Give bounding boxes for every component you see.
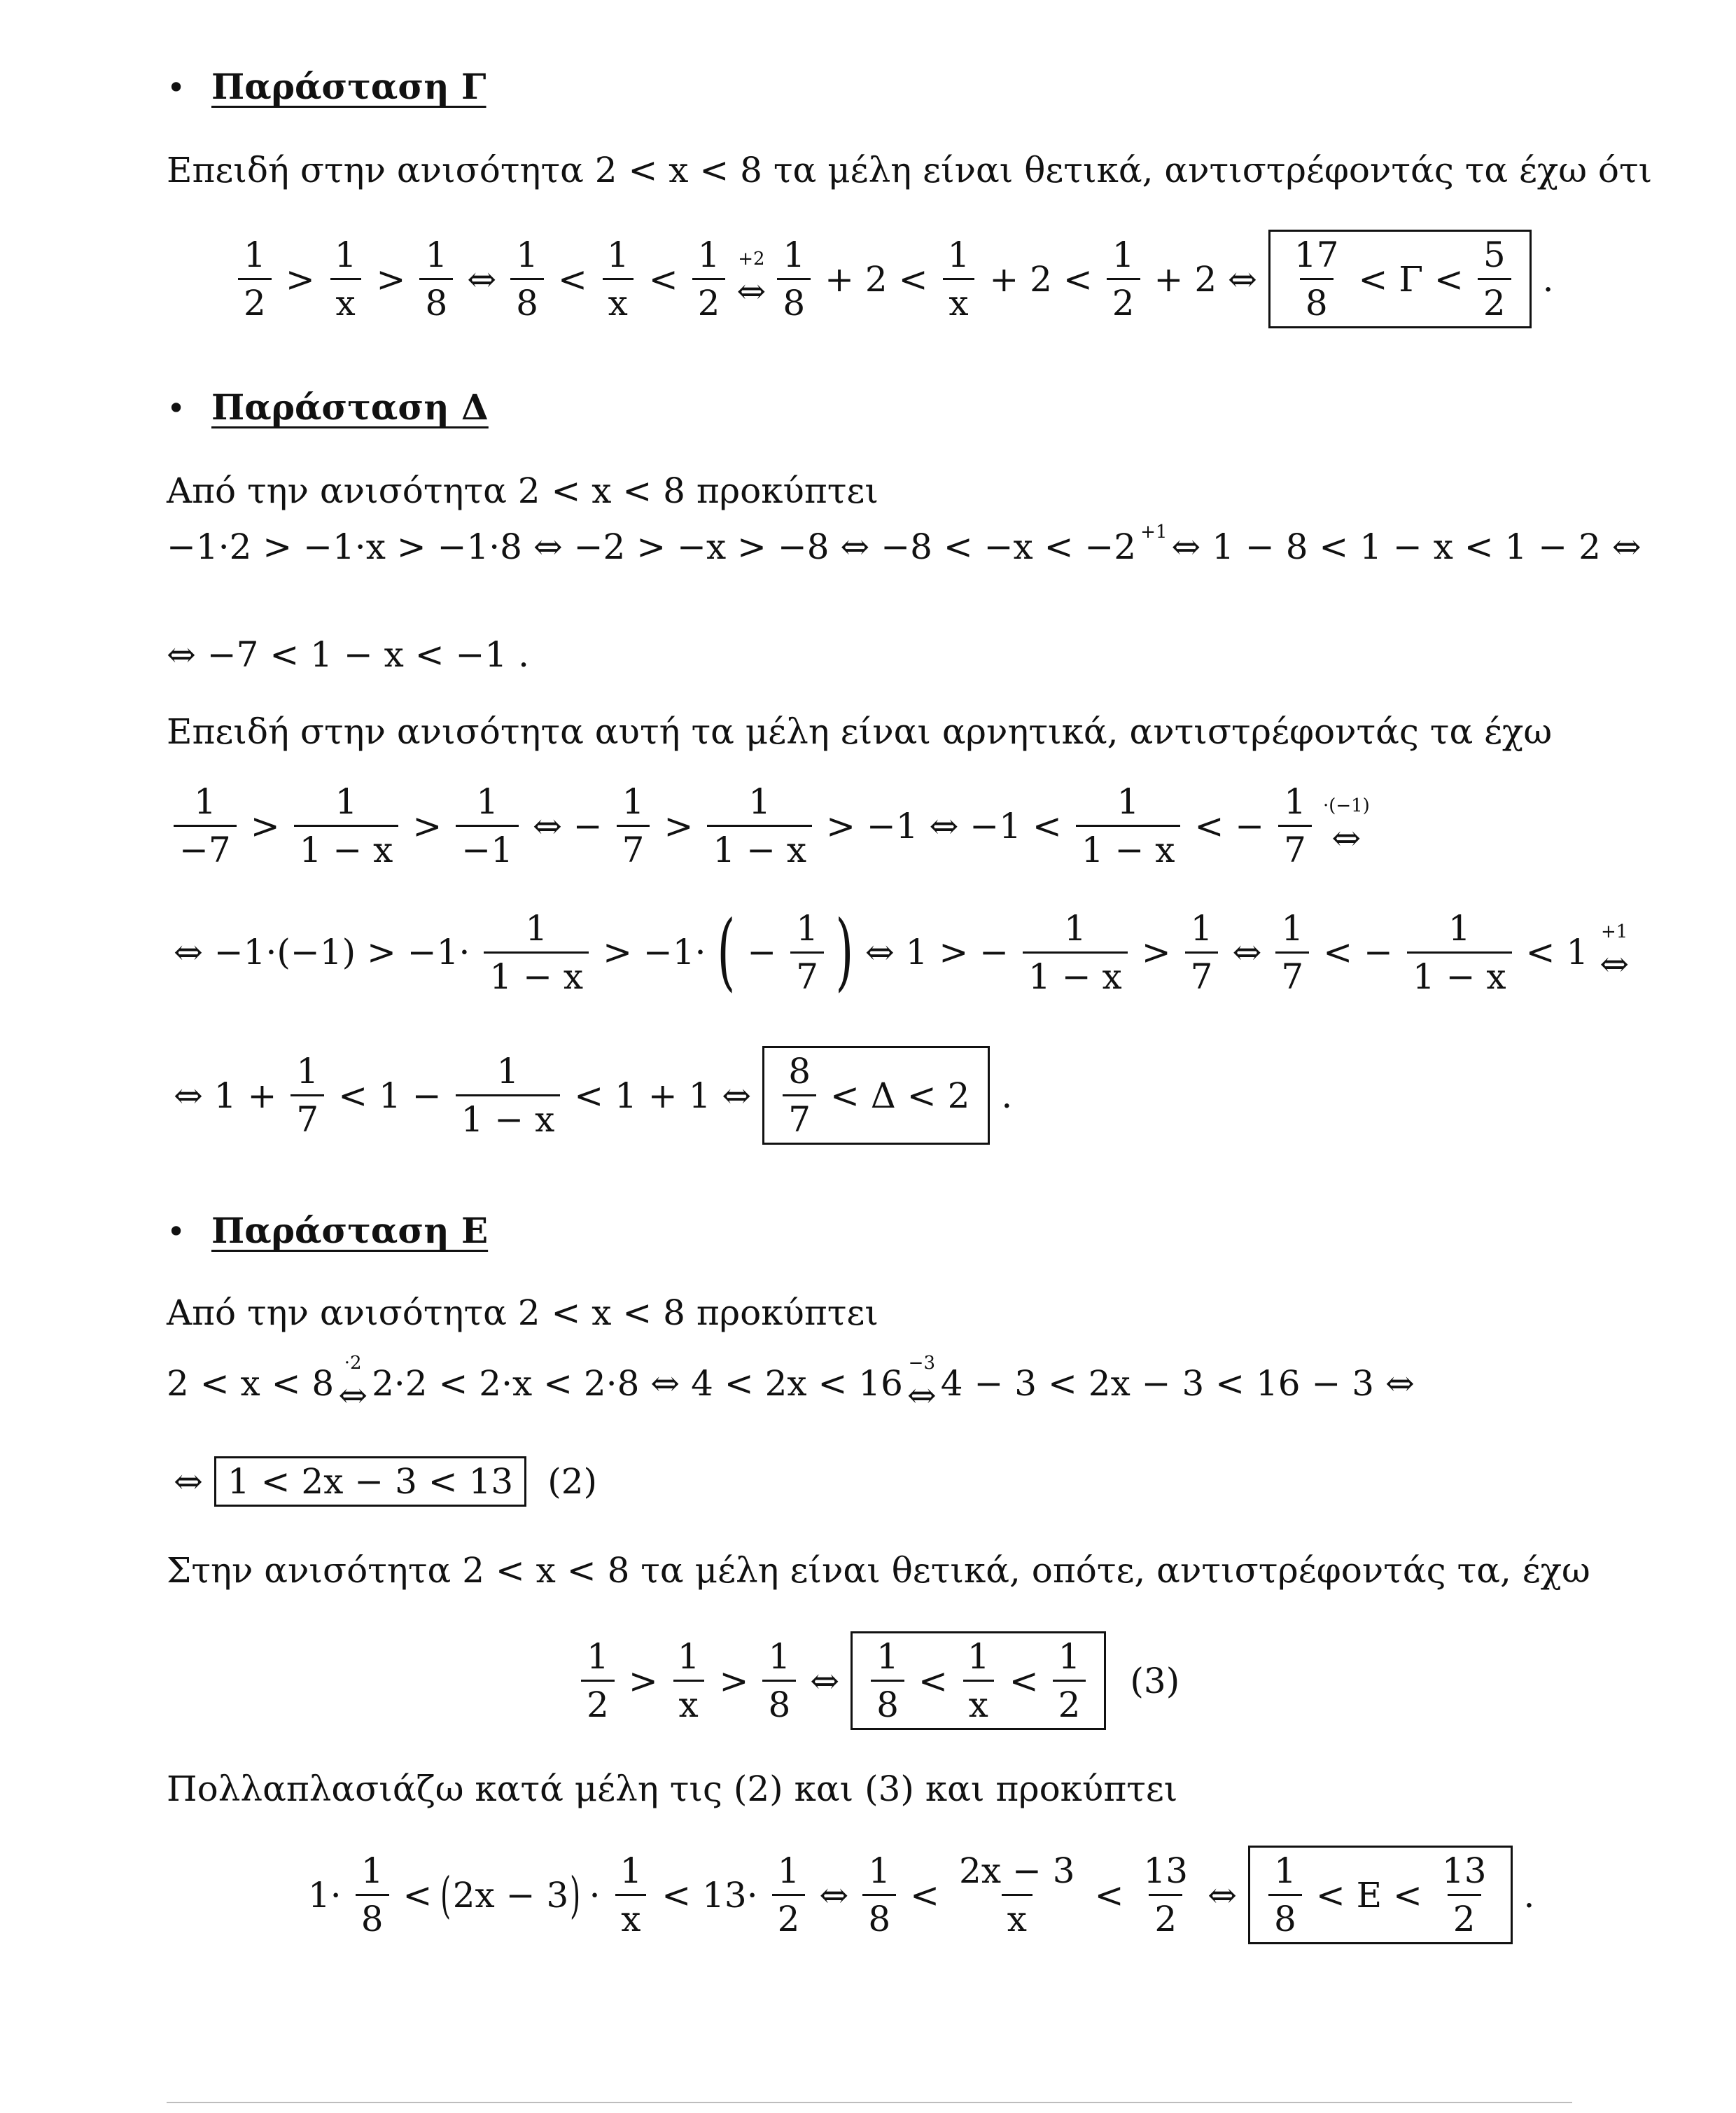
annotation: ·(−1) bbox=[1322, 795, 1370, 816]
annotation: −3 bbox=[908, 1353, 935, 1374]
footer-divider bbox=[167, 2102, 1572, 2103]
paragraph: Πολλαπλασιάζω κατά μέλη τις (2) και (3) και προκύπτει bbox=[167, 1769, 1178, 1809]
annotation: +1 bbox=[1600, 921, 1628, 942]
paragraph: Επειδή στην ανισότητα 2 < x < 8 τα μέλη είναι θετικά, αντιστρέφοντάς τα έχω ότι bbox=[167, 150, 1653, 190]
section-heading-gamma: Παράσταση Γ bbox=[211, 66, 486, 107]
equation-line: $\frac{1}{2}$ > $\frac{1}{x}$ > $\frac{1}{8}$ ⇔ $\frac{1}{8}$ < $\frac{1}{x}$ < $\frac{1}{2}$ (3) bbox=[574, 1631, 1186, 1730]
bullet: • bbox=[167, 389, 186, 427]
bullet: • bbox=[167, 1213, 186, 1250]
result-box: $\frac{8}{7}$ < Δ < 2 bbox=[762, 1046, 990, 1145]
equation-line: −1·2 > −1·x > −1·8 ⇔ −2 > −x > −8 ⇔ −8 < −x < −2 +1 ⇔ 1 − 8 < 1 − x < 1 − 2 ⇔ bbox=[167, 522, 1642, 567]
annotation: +1 bbox=[1140, 522, 1168, 543]
equation-line: ⇔ −7 < 1 − x < −1 . bbox=[167, 634, 530, 675]
paragraph: Από την ανισότητα 2 < x < 8 προκύπτει bbox=[167, 470, 878, 511]
result-box: $\frac{17}{8}$ < Γ < $\frac{5}{2}$ bbox=[1268, 230, 1532, 328]
paragraph: Επειδή στην ανισότητα αυτή τα μέλη είναι αρνητικά, αντιστρέφοντάς τα έχω bbox=[167, 711, 1553, 752]
equation-line: $\frac{1}{-7}$ > $\frac{1}{1 - x}$ > $\frac{1}{-1}$ ⇔ − $\frac{1}{7}$ > $\frac{1}{1 - x}$ > −1 ⇔ −1 < $\frac{1}{1 - x}$ < − $\frac{1}{7}$ ·(−1) ⇔ bbox=[167, 784, 1374, 867]
section-heading-delta: Παράσταση Δ bbox=[211, 386, 489, 428]
annotation: ·2 bbox=[344, 1353, 362, 1374]
paragraph: Στην ανισότητα 2 < x < 8 τα μέλη είναι θετικά, οπότε, αντιστρέφοντάς τα, έχω bbox=[167, 1550, 1590, 1591]
section-heading-epsilon: Παράσταση Ε bbox=[211, 1210, 489, 1251]
paragraph: Από την ανισότητα 2 < x < 8 προκύπτει bbox=[167, 1292, 878, 1333]
result-box: $\frac{1}{8}$ < $\frac{1}{x}$ < $\frac{1}{2}$ bbox=[850, 1631, 1106, 1730]
equation-line: 1· $\frac{1}{8}$ < ( 2x − 3 ) · $\frac{1}{x}$ < 13· $\frac{1}{2}$ ⇔ $\frac{1}{8}$ < $\frac{2x - 3}{x}$ < $\frac{13}{2}$ ⇔ $\frac{1}{8}$ < Ε < $\frac{13}{2}$ . bbox=[301, 1846, 1541, 1944]
bullet: • bbox=[167, 69, 186, 106]
equation-line: ⇔ 1 < 2x − 3 < 13 (2) bbox=[167, 1456, 604, 1507]
equation-gamma: $\frac{1}{2}$ > $\frac{1}{x}$ > $\frac{1}{8}$ ⇔ $\frac{1}{8}$ < $\frac{1}{x}$ < $\frac{1}{2}$ +2 ⇔ $\frac{1}{8}$ + 2 < $\frac{1}{x}$ + 2 < $\frac{1}{2}$ + 2 ⇔ $\frac{17}{8}$ < Γ < $\frac{5}{2}$ . bbox=[231, 230, 1561, 328]
result-box: 1 < 2x − 3 < 13 bbox=[214, 1456, 526, 1507]
equation-line: 2 < x < 8 ·2 ⇔ 2·2 < 2·x < 2·8 ⇔ 4 < 2x < 16 −3 ⇔ 4 − 3 < 2x − 3 < 16 − 3 ⇔ bbox=[167, 1353, 1415, 1416]
annotation: +2 bbox=[738, 248, 765, 270]
equation-line: ⇔ 1 + $\frac{1}{7}$ < 1 − $\frac{1}{1 - x}$ < 1 + 1 ⇔ $\frac{8}{7}$ < Δ < 2 . bbox=[167, 1046, 1019, 1145]
result-box: $\frac{1}{8}$ < Ε < $\frac{13}{2}$ bbox=[1248, 1846, 1513, 1944]
equation-line: ⇔ −1·(−1) > −1· $\frac{1}{1 - x}$ > −1· ( − $\frac{1}{7}$ ) ⇔ 1 > − $\frac{1}{1 - x}$ > $\frac{1}{7}$ ⇔ $\frac{1}{7}$ < − $\frac{1}{1 - x}$ < 1 +1 ⇔ bbox=[174, 903, 1630, 1000]
